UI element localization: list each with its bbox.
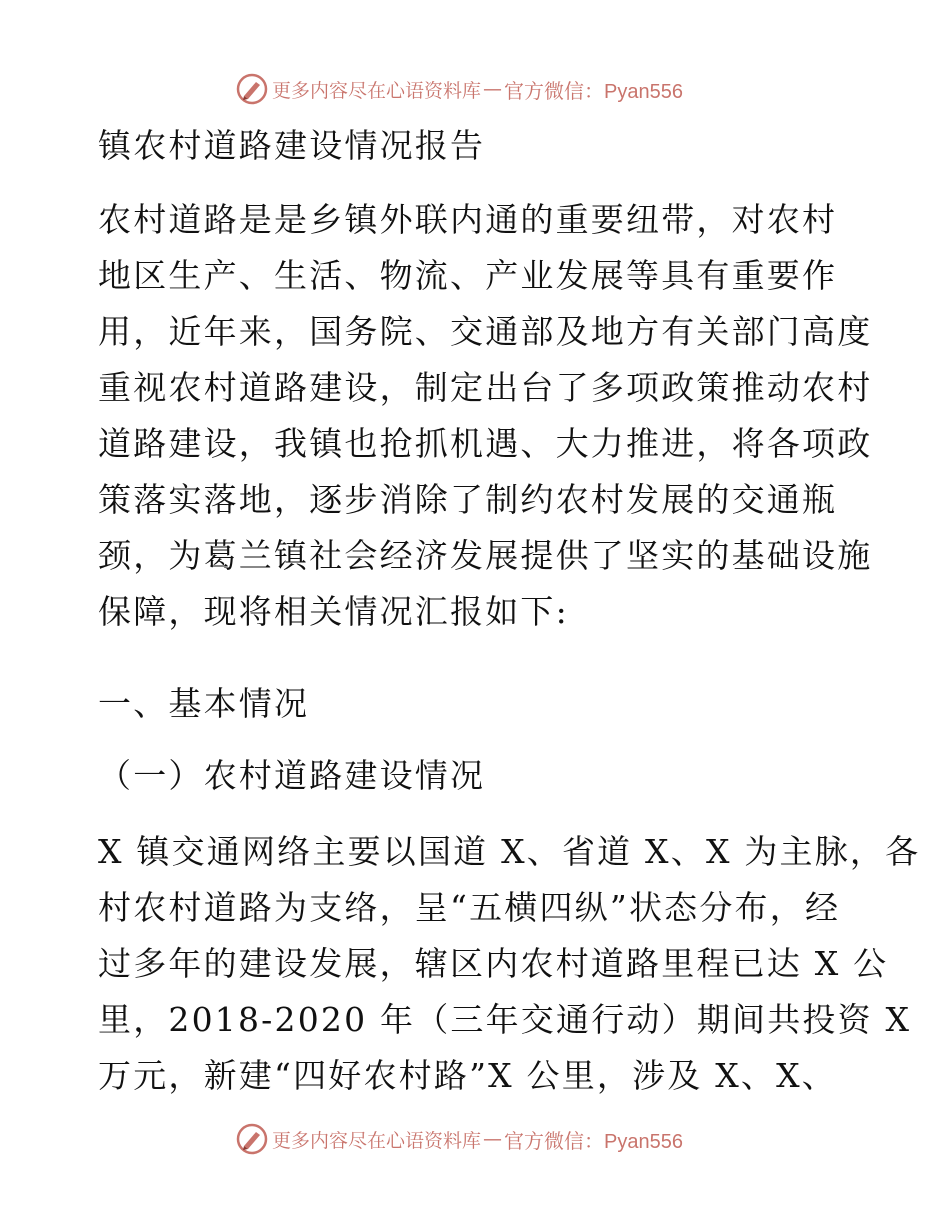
body-line: 村农村道路为支络，呈“五横四纵”状态分布，经 [98,888,841,927]
intro-line: 地区生产、生活、物流、产业发展等具有重要作 [98,256,838,295]
section-heading-text: 一、基本情况 [98,684,310,723]
pen-logo-icon [236,73,268,105]
banner-separator: — [483,1128,503,1150]
footer-watermark-banner [236,1122,716,1156]
intro-paragraph [98,192,873,640]
section-heading [98,676,858,732]
body-line: 里，2018-2020 年（三年交通行动）期间共投资 X [98,1000,912,1039]
intro-line: 颈，为葛兰镇社会经济发展提供了坚实的基础设施 [98,536,873,575]
banner-wechat: 官方微信：Pyan556 [504,1130,683,1153]
subsection-heading [98,748,858,804]
pen-logo-icon [236,1123,268,1155]
banner-text: 更多内容尽在心语资料库 [272,1129,482,1152]
body-paragraph [98,824,921,1104]
intro-line: 道路建设，我镇也抢抓机遇、大力推进，将各项政 [98,424,873,463]
body-line: X 镇交通网络主要以国道 X、省道 X、X 为主脉，各 [98,832,921,871]
body-line: 过多年的建设发展，辖区内农村道路里程已达 X 公 [98,944,889,983]
subsection-heading-text: （一）农村道路建设情况 [98,756,486,795]
banner-separator: — [483,78,503,100]
header-watermark-banner [236,72,716,106]
banner-text: 更多内容尽在心语资料库 [272,79,482,102]
intro-line: 策落实落地，逐步消除了制约农村发展的交通瓶 [98,480,838,519]
intro-line: 农村道路是是乡镇外联内通的重要纽带，对农村 [98,200,838,239]
document-title [98,118,858,174]
title-text: 镇农村道路建设情况报告 [98,126,486,165]
banner-wechat: 官方微信：Pyan556 [504,80,683,103]
intro-line: 重视农村道路建设，制定出台了多项政策推动农村 [98,368,873,407]
intro-line: 用，近年来，国务院、交通部及地方有关部门高度 [98,312,873,351]
intro-line: 保障，现将相关情况汇报如下: [98,592,569,631]
body-line: 万元，新建“四好农村路”X 公里，涉及 X、X、 [98,1056,838,1095]
